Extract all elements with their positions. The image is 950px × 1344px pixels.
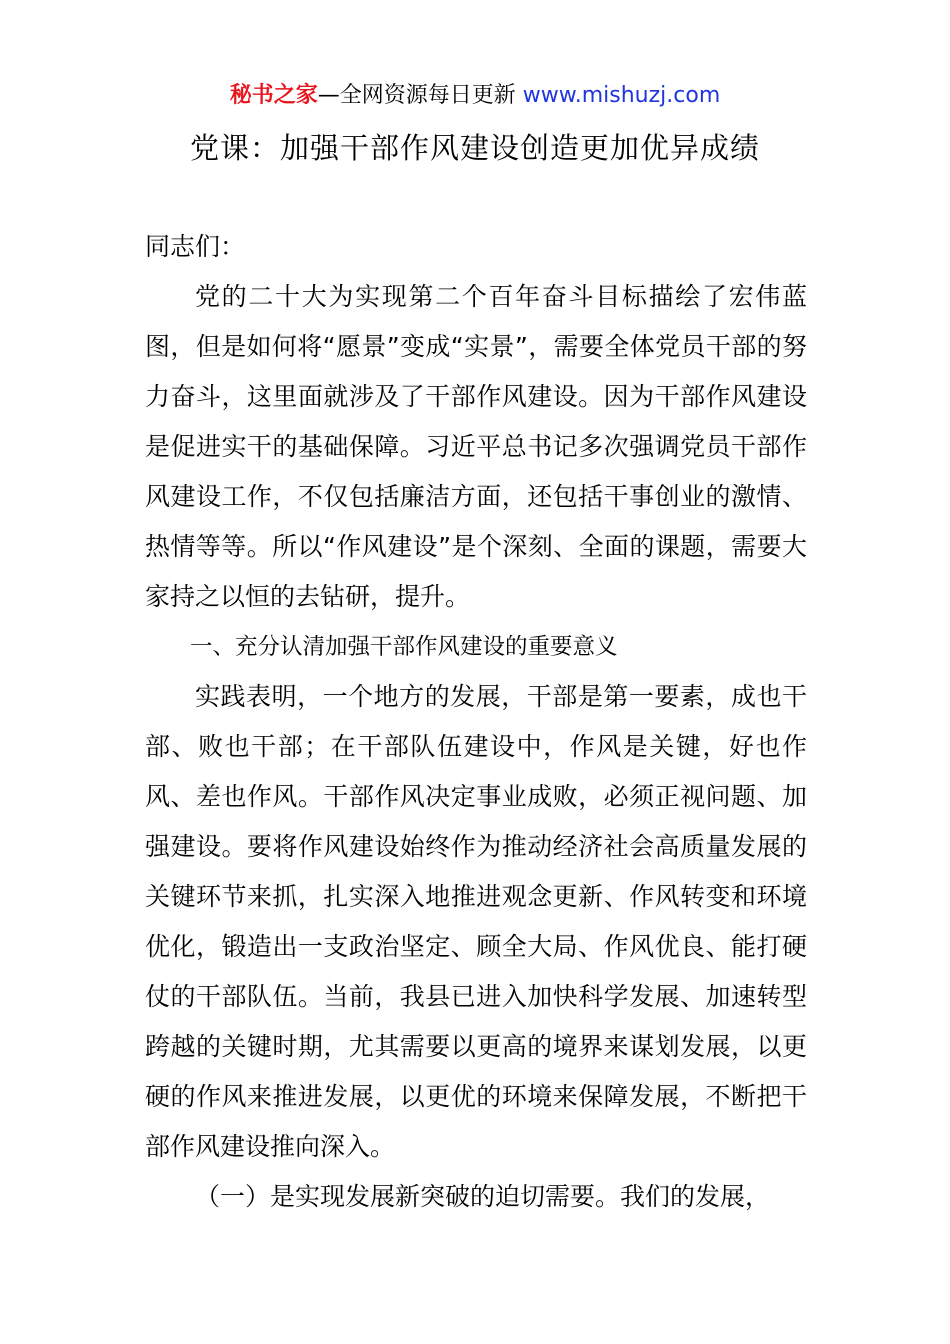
- header-tagline: —全网资源每日更新: [317, 83, 516, 108]
- document-title: 党课：加强干部作风建设创造更加优异成绩: [189, 131, 760, 165]
- site-header: [0, 80, 950, 112]
- document-body: [145, 222, 807, 1222]
- section-heading: 一、充分认清加强干部作风建设的重要意义: [190, 634, 618, 660]
- paragraph: 实践表明，一个地方的发展，干部是第一要素，成也干部、败也干部；在干部队伍建设中，作风是关键，好也作风、差也作风。干部作风决定事业成败，必须正视问题、加强建设。要将作风建设始终作为推动经济社会高质量发展的关键环节来抓，扎实深入地推进观念更新、作风转变和环境优化，锻造出一支政治坚定、顾全大局、作风优良、能打硬仗的干部队伍。当前，我县已进入加快科学发展、加速转型跨越的关键时期，尤其需要以更高的境界来谋划发展，以更硬的作风来推进发展，以更优的环境来保障发展，不断把干部作风建设推向深入。: [145, 682, 807, 1161]
- salutation: 同志们：: [145, 232, 246, 261]
- paragraph: （一）是实现发展新突破的迫切需要。我们的发展，: [195, 1182, 771, 1211]
- paragraph: 党的二十大为实现第二个百年奋斗目标描绘了宏伟蓝图，但是如何将“愿景”变成“实景”，需要全体党员干部的努力奋斗，这里面就涉及了干部作风建设。因为干部作风建设是促进实干的基础保障。习近平总书记多次强调党员干部作风建设工作，不仅包括廉洁方面，还包括干事创业的激情、热情等等。所以“作风建设”是个深刻、全面的课题，需要大家持之以恒的去钻研，提升。: [145, 282, 807, 611]
- site-url: www.mishuzj.com: [522, 83, 721, 108]
- brand-name: 秘书之家: [229, 83, 318, 108]
